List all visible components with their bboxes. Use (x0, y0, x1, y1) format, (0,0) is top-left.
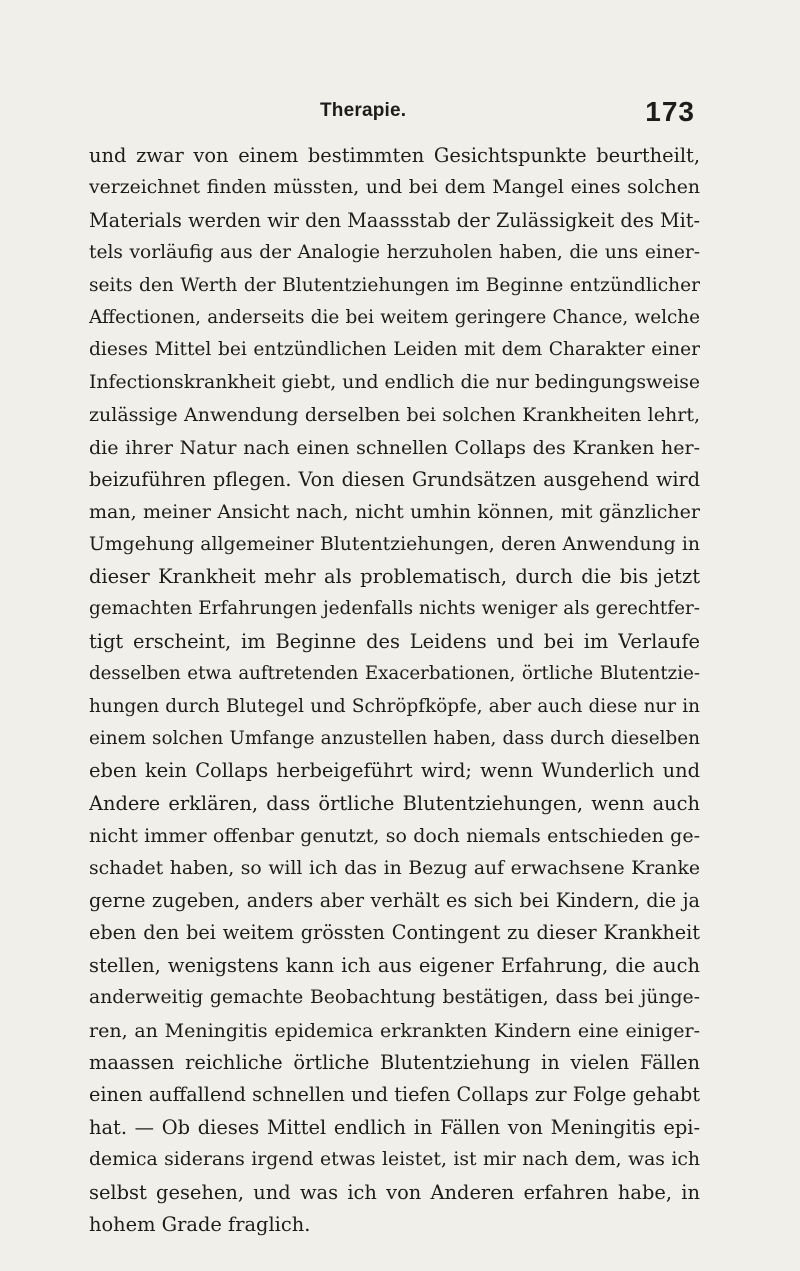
text-line: ren, an Meningitis epidemica erkrankten Kindern eine einiger- (89, 1019, 700, 1042)
page-number: 173 (645, 96, 695, 127)
text-line: hat. — Ob dieses Mittel endlich in Fällen von Meningitis epi- (89, 1115, 700, 1139)
text-line: man, meiner Ansicht nach, nicht umhin können, mit gänzlicher (89, 501, 700, 524)
text-line: Infectionskrankheit giebt, und endlich die nur bedingungsweise (89, 371, 700, 393)
text-line: hohem Grade fraglich. (89, 1212, 311, 1236)
text-line: gerne zugeben, anders aber verhält es sich bei Kindern, die ja (89, 888, 700, 912)
text-line: die ihrer Natur nach einen schnellen Collaps des Kranken her- (89, 436, 700, 459)
text-line: hungen durch Blutegel und Schröpfköpfe, aber auch diese nur in (89, 695, 700, 717)
text-line: eben kein Collaps herbeigeführt wird; wenn Wunderlich und (89, 759, 700, 783)
text-line: desselben etwa auftretenden Exacerbationen, örtliche Blutentzie- (89, 663, 700, 685)
text-line: einen auffallend schnellen und tiefen Collaps zur Folge gehabt (89, 1083, 700, 1107)
text-line: Andere erklären, dass örtliche Blutentziehungen, wenn auch (89, 791, 700, 815)
running-title: Therapie. (320, 100, 407, 121)
text-line: eben den bei weitem grössten Contingent zu dieser Krankheit (89, 921, 700, 945)
text-line: Affectionen, anderseits die bei weitem geringere Chance, welche (89, 306, 700, 328)
text-line: stellen, wenigstens kann ich aus eigener Erfahrung, die auch (89, 953, 700, 977)
text-line: nicht immer offenbar genutzt, so doch niemals entschieden ge- (89, 825, 700, 848)
text-line: Materials werden wir den Maassstab der Zulässigkeit des Mit- (89, 208, 700, 232)
text-line: schadet haben, so will ich das in Bezug auf erwachsene Kranke (89, 857, 700, 879)
text-line: einem solchen Umfange anzustellen haben, dass durch dieselben (89, 728, 700, 750)
text-line: anderweitig gemachte Beobachtung bestätigen, dass bei jünge- (89, 987, 700, 1009)
text-line: verzeichnet finden müssten, und bei dem Mangel eines solchen (89, 177, 700, 199)
text-line: Umgehung allgemeiner Blutentziehungen, deren Anwendung in (89, 533, 700, 555)
text-line: gemachten Erfahrungen jedenfalls nichts weniger als gerechtfer- (89, 598, 700, 620)
text-line: selbst gesehen, und was ich von Anderen erfahren habe, in (89, 1180, 700, 1204)
text-line: demica siderans irgend etwas leistet, ist mir nach dem, was ich (89, 1149, 700, 1171)
text-line: seits den Werth der Blutentziehungen im Beginne entzündlicher (89, 274, 700, 296)
text-line: beizuführen pflegen. Von diesen Grundsätzen ausgehend wird (89, 467, 700, 491)
body-paragraph (89, 140, 700, 1241)
text-line: tels vorläufig aus der Analogie herzuholen haben, die uns einer- (89, 242, 700, 264)
running-head (320, 96, 700, 132)
text-line: tigt erscheint, im Beginne des Leidens und bei im Verlaufe (89, 629, 700, 653)
text-line: und zwar von einem bestimmten Gesichtspunkte beurtheilt, (89, 144, 700, 167)
text-line: dieser Krankheit mehr als problematisch, durch die bis jetzt (89, 565, 700, 589)
text-line: maassen reichliche örtliche Blutentziehung in vielen Fällen (89, 1050, 700, 1074)
text-line: zulässige Anwendung derselben bei solchen Krankheiten lehrt, (89, 404, 700, 427)
text-line: dieses Mittel bei entzündlichen Leiden mit dem Charakter einer (89, 339, 700, 361)
